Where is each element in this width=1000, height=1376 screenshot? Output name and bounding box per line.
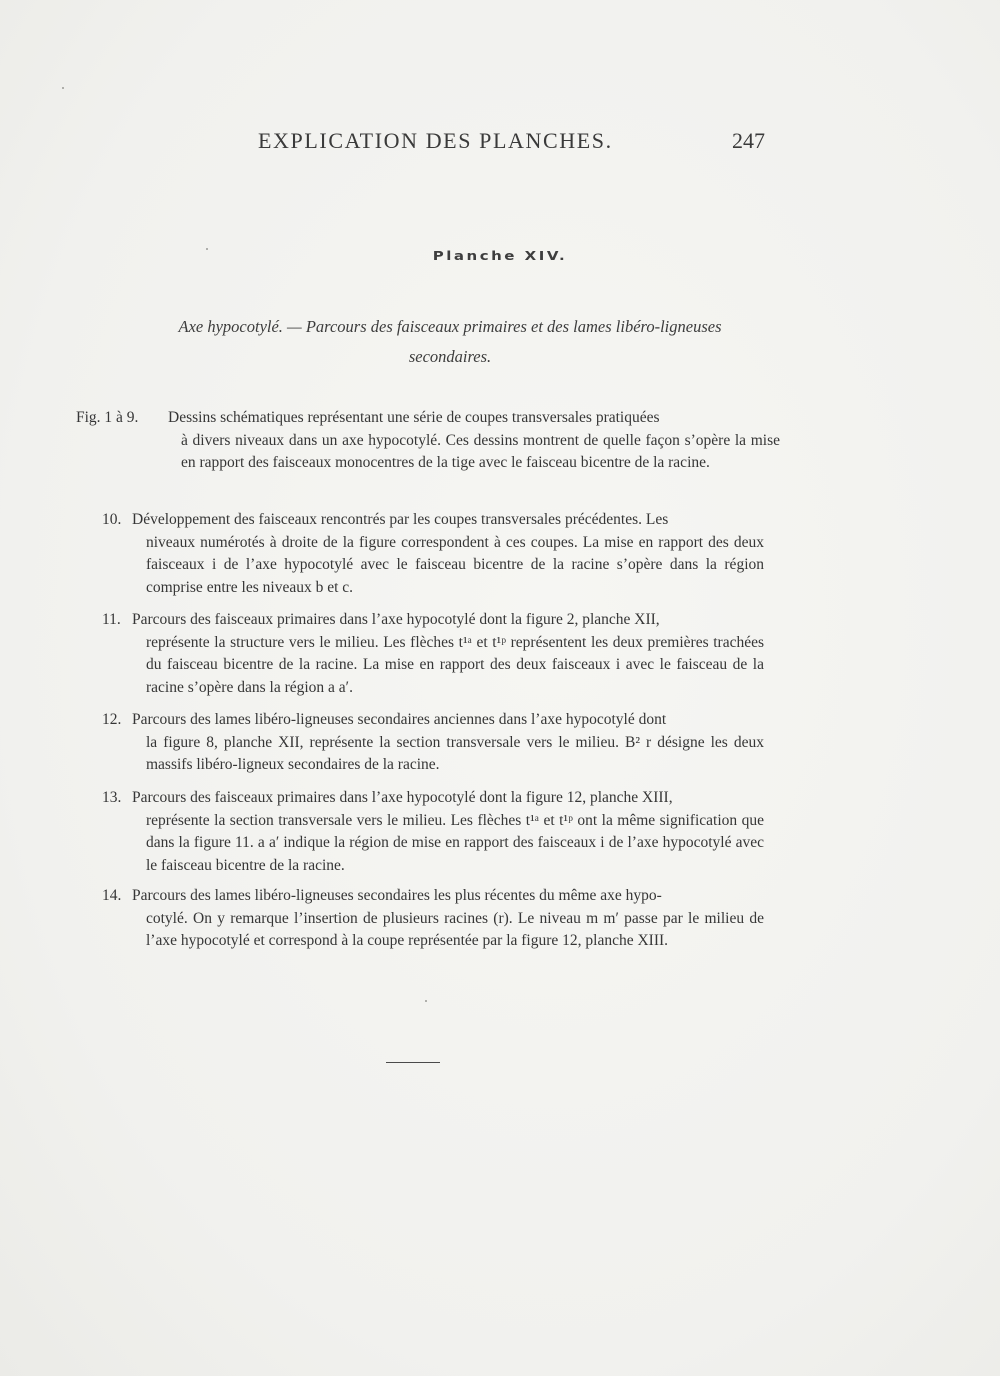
figure-description-first-line: Parcours des lames libéro-ligneuses secondaires anciennes dans l’axe hypocotylé dont — [132, 711, 667, 728]
figure-description-rest: représente la section transversale vers le milieu. Les flèches t¹ᵃ et t¹ᵖ ont la même signification que dans la figure 11. a a′ indique la région de mise en rapport des faisceaux i de l’axe hypocotylé avec le faisceau bicentre de la racine. — [146, 811, 764, 874]
paper-speck — [206, 248, 208, 250]
figure-description-rest: niveaux numérotés à droite de la figure correspondent à ces coupes. La mise en rapport des deux faisceaux i de l’axe hypocotylé avec le faisceau bicentre de la racine s’opère dans la région comprise entre les niveaux b et c. — [146, 533, 764, 596]
figure-description-first-line: Parcours des faisceaux primaires dans l’axe hypocotylé dont la figure 2, planche XII, — [132, 611, 660, 628]
plate-subtitle — [100, 312, 800, 372]
figure-description-first-line: Développement des faisceaux rencontrés par les coupes transversales précédentes. Les — [132, 511, 669, 528]
plate-heading: Planche XIV. — [432, 248, 568, 264]
figure-description — [168, 407, 780, 475]
plate-subtitle-line-2: secondaires. — [408, 347, 492, 366]
figure-description — [132, 709, 764, 777]
figure-number: 10. — [102, 511, 122, 528]
figure-description — [132, 885, 764, 953]
running-header — [0, 128, 1000, 158]
figure-description — [132, 509, 764, 599]
figure-description — [132, 787, 764, 877]
plate-subtitle-line-1: Axe hypocotylé. — Parcours des faisceaux primaires et des lames libéro-ligneuses — [178, 317, 722, 336]
figure-description-rest: cotylé. On y remarque l’insertion de plusieurs racines (r). Le niveau m m′ passe par le milieu de l’axe hypocotylé et correspond à la coupe représentée par la figure 12, planche XIII. — [146, 909, 764, 950]
running-title: EXPLICATION DES PLANCHES. — [258, 128, 613, 153]
figure-number: Fig. 1 à 9. — [76, 409, 139, 426]
figure-number: 13. — [102, 789, 122, 806]
figure-description-first-line: Parcours des faisceaux primaires dans l’axe hypocotylé dont la figure 12, planche XIII, — [132, 789, 673, 806]
page-number: 247 — [732, 128, 765, 153]
figure-description-rest: la figure 8, planche XII, représente la section transversale vers le milieu. B² r désigne les deux massifs libéro-ligneux secondaires de la racine. — [146, 733, 764, 774]
figure-number: 11. — [102, 611, 121, 628]
figure-number: 14. — [102, 887, 122, 904]
figure-description-rest: représente la structure vers le milieu. Les flèches t¹ᵃ et t¹ᵖ représentent les deux premières trachées du faisceau bicentre de la racine. La mise en rapport des deux faisceaux i avec le faisceau de la racine s’opère dans la région a a′. — [146, 633, 764, 696]
paper-speck — [62, 87, 64, 89]
figure-number: 12. — [102, 711, 122, 728]
figure-description-rest: à divers niveaux dans un axe hypocotylé. Ces dessins montrent de quelle façon s’opère la mise en rapport des faisceaux monocentres de la tige avec le faisceau bicentre de la racine. — [181, 431, 780, 472]
figure-description — [132, 609, 764, 699]
figure-description-first-line: Parcours des lames libéro-ligneuses secondaires les plus récentes du même axe hypo- — [132, 887, 662, 904]
closing-rule — [386, 1062, 440, 1063]
figure-description-first-line: Dessins schématiques représentant une série de coupes transversales pratiquées — [168, 409, 660, 426]
paper-speck — [425, 1000, 427, 1002]
